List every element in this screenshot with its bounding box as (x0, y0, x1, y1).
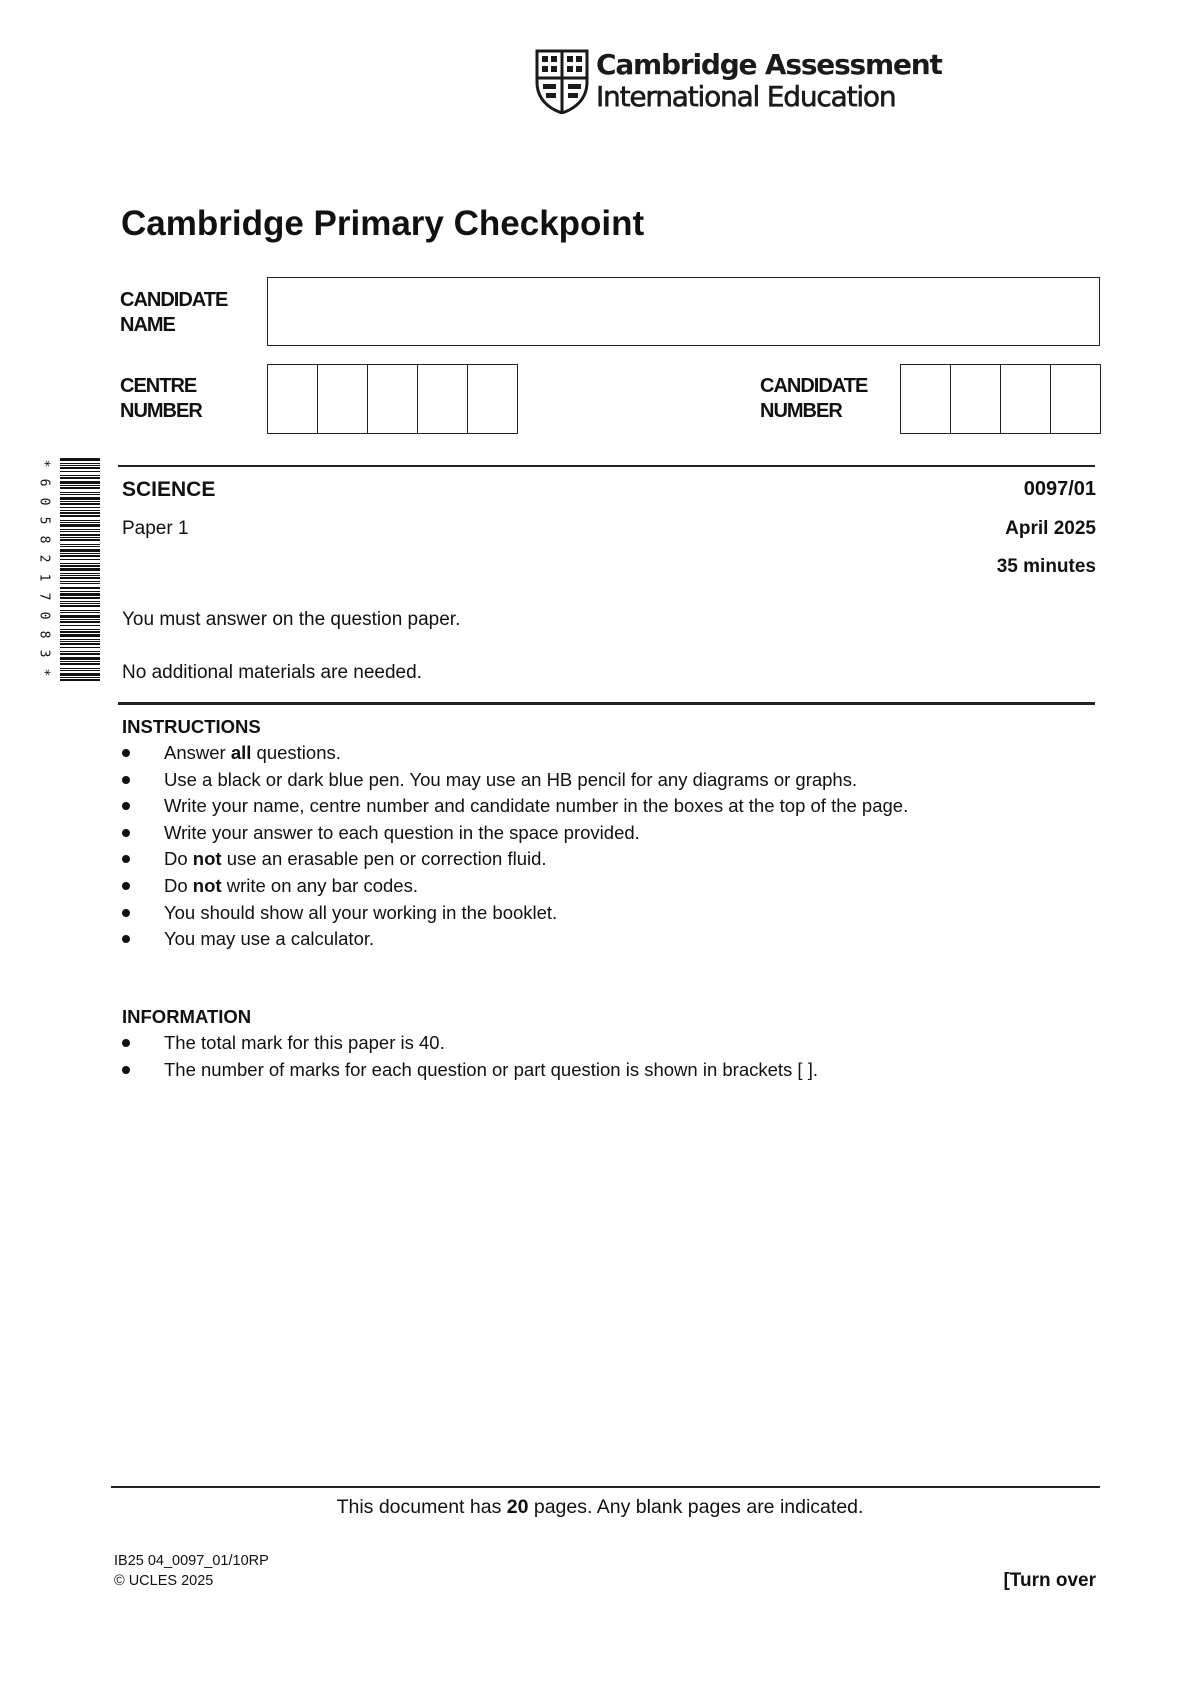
turn-over: [Turn over (1003, 1570, 1096, 1591)
barcode-bar (60, 467, 100, 469)
logo-line-1: Cambridge Assessment (596, 48, 942, 81)
paper-code: 0097/01 (1023, 478, 1096, 500)
barcode-digit: 1 (36, 573, 52, 582)
barcode-digit: * (36, 459, 52, 468)
candidate-number-label (760, 374, 867, 424)
barcode-bar (60, 583, 100, 584)
barcode-bar (60, 621, 100, 623)
cambridge-logo (534, 48, 942, 114)
item-text: Write your name, centre number and candidate number in the boxes at the top of the page. (164, 795, 909, 817)
item-text: Answer (164, 742, 231, 763)
candidate-name-field[interactable] (267, 277, 1100, 346)
answer-note: You must answer on the question paper. (122, 609, 461, 630)
barcode-bar (60, 647, 100, 648)
barcode-bar (60, 549, 100, 552)
barcode-bar (60, 568, 100, 571)
bullet-icon (122, 855, 130, 863)
barcode-bar (60, 520, 100, 521)
barcode-bar (60, 546, 100, 547)
barcode-bar (60, 643, 100, 645)
bullet-icon (122, 749, 130, 757)
barcode-bar (60, 529, 100, 530)
barcode-bar (60, 591, 100, 592)
barcode-bar (60, 651, 100, 652)
candidate-name-label (120, 288, 227, 338)
item-text: You should show all your working in the booklet. (164, 901, 558, 923)
centre-number-field[interactable] (267, 364, 518, 434)
barcode-bar (60, 531, 100, 532)
barcode-bar (60, 503, 100, 505)
list-item (122, 793, 908, 820)
barcode-bar (60, 471, 100, 472)
list-item (122, 767, 908, 794)
barcode-bar (60, 581, 100, 582)
barcode-bar (60, 575, 100, 576)
item-text: Use a black or dark blue pen. You may use an HB pencil for any diagrams or graphs. (164, 768, 858, 790)
barcode-digit: 8 (36, 535, 52, 544)
barcode-bar (60, 597, 100, 599)
bullet-icon (122, 882, 130, 890)
candidate-number-field[interactable] (900, 364, 1101, 434)
barcode-digit: 3 (36, 649, 52, 658)
item-text: questions. (251, 742, 341, 763)
barcode-bar (60, 485, 100, 486)
university-shield-icon (534, 48, 590, 114)
list-item (122, 900, 908, 927)
candidate-number-digit-box[interactable] (1001, 365, 1051, 433)
page-count-text-after: pages. Any blank pages are indicated. (528, 1496, 864, 1518)
item-emphasis: not (192, 874, 222, 896)
barcode-bar (60, 587, 100, 589)
list-item (122, 926, 908, 953)
barcode-bar (60, 492, 100, 493)
list-item (122, 846, 908, 873)
barcode-bar (60, 553, 100, 554)
centre-number-digit-box[interactable] (418, 365, 468, 433)
item-text: Write your answer to each question in the space provided. (164, 821, 640, 843)
bullet-icon (122, 1066, 130, 1074)
item-text: use an erasable pen or correction fluid. (221, 848, 547, 870)
item-text: Do (164, 848, 193, 870)
centre-number-label-line-1: CENTRE (120, 375, 197, 397)
barcode-bar (60, 629, 100, 630)
barcode-bar (60, 634, 100, 637)
item-text: write on any bar codes. (221, 874, 418, 896)
barcode-bar (60, 601, 100, 602)
information-heading: INFORMATION (122, 1006, 252, 1027)
centre-number-label (120, 374, 202, 424)
page-count: 20 (506, 1496, 529, 1518)
divider (118, 465, 1095, 467)
barcode-bar (60, 677, 100, 678)
barcode-bar (60, 537, 100, 538)
barcode-bar (60, 657, 100, 660)
barcode-digits (32, 456, 54, 684)
centre-number-digit-box[interactable] (368, 365, 418, 433)
barcode-bar (60, 534, 100, 536)
item-emphasis: not (192, 848, 222, 870)
barcode-bar (60, 615, 100, 618)
barcode-bar (60, 612, 100, 613)
item-text: Do (164, 874, 193, 896)
barcode-bar (60, 507, 100, 508)
barcode-bar (60, 497, 100, 500)
barcode-bar (60, 565, 100, 567)
logo-line-2: International Education (596, 80, 896, 113)
page-count-text-before: This document has (336, 1496, 507, 1518)
list-item (122, 873, 908, 900)
bullet-icon (122, 802, 130, 810)
page-title: Cambridge Primary Checkpoint (121, 204, 645, 243)
candidate-number-digit-box[interactable] (1051, 365, 1101, 433)
barcode-bar (60, 625, 100, 626)
barcode-digit: 2 (36, 554, 52, 563)
barcode-digit: 0 (36, 497, 52, 506)
paper-number: Paper 1 (122, 518, 189, 539)
instructions-heading: INSTRUCTIONS (122, 716, 261, 737)
barcode-digit: 6 (36, 478, 52, 487)
barcode-bar (60, 501, 100, 502)
barcode-bar (60, 475, 100, 476)
instructions-list (122, 740, 908, 953)
barcode-bar (60, 610, 100, 611)
barcode-bar (60, 494, 100, 495)
barcode-bar (60, 577, 100, 579)
barcode-bar (60, 512, 100, 514)
barcode-bar (60, 555, 100, 557)
bullet-icon (122, 935, 130, 943)
barcode-bar (60, 641, 100, 642)
item-text: The number of marks for each question or part question is shown in brackets [ ]. (164, 1058, 818, 1080)
candidate-name-label-line-2: NAME (120, 314, 175, 336)
barcode-bar (60, 544, 100, 545)
candidate-number-digit-box[interactable] (901, 365, 951, 433)
barcode-bar (60, 593, 100, 596)
barcode-digit: * (36, 668, 52, 677)
document-code: IB25 04_0097_01/10RP (114, 1553, 269, 1569)
centre-number-digit-box[interactable] (468, 365, 518, 433)
information-list (122, 1030, 818, 1083)
barcode (32, 456, 102, 684)
barcode-bars (60, 456, 100, 684)
candidate-number-label-line-2: NUMBER (760, 400, 842, 422)
barcode-digit: 0 (36, 611, 52, 620)
barcode-bar (60, 605, 100, 607)
bullet-icon (122, 829, 130, 837)
item-text: You may use a calculator. (164, 928, 375, 950)
item-emphasis: all (230, 742, 252, 763)
bullet-icon (122, 1039, 130, 1047)
centre-number-digit-box[interactable] (268, 365, 318, 433)
barcode-bar (60, 522, 100, 523)
list-item (122, 820, 908, 847)
barcode-bar (60, 563, 100, 564)
bullet-icon (122, 909, 130, 917)
barcode-bar (60, 463, 100, 464)
barcode-bar (60, 458, 100, 461)
barcode-bar (60, 481, 100, 484)
barcode-digit: 8 (36, 630, 52, 639)
barcode-digit: 7 (36, 592, 52, 601)
barcode-bar (60, 679, 100, 681)
bullet-icon (122, 776, 130, 784)
divider (118, 702, 1095, 705)
copyright: © UCLES 2025 (114, 1573, 214, 1589)
list-item (122, 740, 908, 767)
page-count-note (0, 1496, 1200, 1519)
barcode-bar (60, 673, 100, 676)
candidate-number-digit-box[interactable] (951, 365, 1001, 433)
exam-duration: 35 minutes (996, 556, 1096, 577)
barcode-bar (60, 539, 100, 541)
barcode-bar (60, 668, 100, 669)
barcode-bar (60, 661, 100, 662)
barcode-bar (60, 524, 100, 527)
barcode-bar (60, 663, 100, 665)
materials-note: No additional materials are needed. (122, 662, 422, 683)
list-item (122, 1030, 818, 1057)
exam-date: April 2025 (1005, 518, 1096, 539)
barcode-bar (60, 631, 100, 633)
barcode-bar (60, 487, 100, 489)
barcode-bar (60, 619, 100, 620)
barcode-bar (60, 515, 100, 517)
barcode-bar (60, 559, 100, 560)
barcode-bar (60, 510, 100, 511)
barcode-bar (60, 573, 100, 574)
centre-number-digit-box[interactable] (318, 365, 368, 433)
barcode-bar (60, 603, 100, 604)
centre-number-label-line-2: NUMBER (120, 400, 202, 422)
candidate-name-label-line-1: CANDIDATE (120, 289, 228, 311)
barcode-bar (60, 639, 100, 640)
barcode-digit: 5 (36, 516, 52, 525)
list-item (122, 1057, 818, 1084)
item-text: The total mark for this paper is 40. (164, 1032, 445, 1053)
barcode-bar (60, 477, 100, 479)
footer-divider (111, 1486, 1100, 1488)
barcode-bar (60, 670, 100, 671)
candidate-number-label-line-1: CANDIDATE (760, 375, 868, 397)
barcode-bar (60, 465, 100, 466)
barcode-bar (60, 653, 100, 655)
subject: SCIENCE (122, 478, 216, 501)
